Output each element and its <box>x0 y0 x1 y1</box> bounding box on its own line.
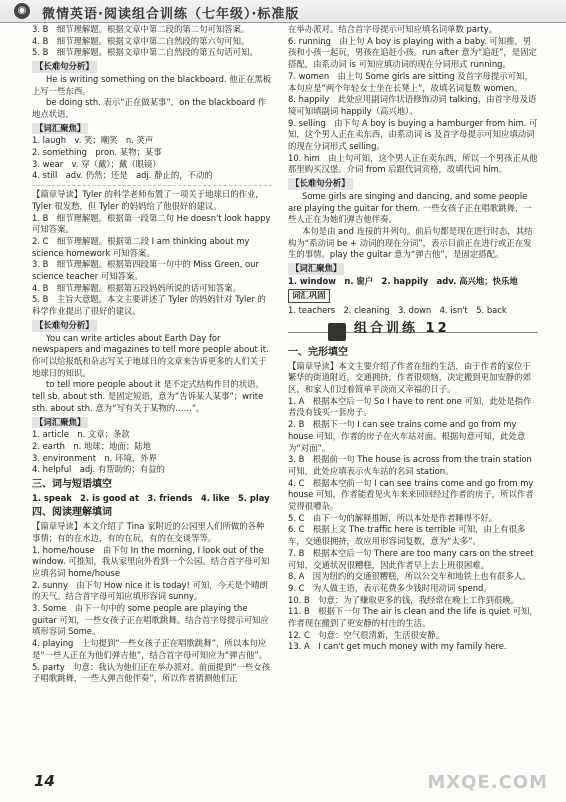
answer-item: 3. B 细节理解题。根据文章中第二段的第二句可知答案。 <box>32 24 250 34</box>
answer-item: 3. B 细节理解题。根据第四段第一句中的 Miss Green, our science teacher 可知答案。 <box>32 259 259 282</box>
answer-item: 在举办派对。结合首字母提示可知应填名词单数 party。 <box>288 24 498 34</box>
answer-item: 5. party 句意：我认为他们正在举办派对。前面提到“一些女孩子唱歌跳舞，一些人弹吉他伴奏”，所以作者猜测他们正 <box>32 661 271 684</box>
answers-line: 1. speak 2. is good at 3. friends 4. like 5. play <box>32 492 270 503</box>
answer-item: 6. running 由上句 A boy is playing with a baby. 可知推，男孩和小孩一起玩，男孩在追赶小孩。run after 意为“追赶”，是固定搭配，由系动词 is 可知应填动词的现在分词形式 running。 <box>288 35 537 70</box>
vocab-item: 2. something pron. 某物；某事 <box>32 147 162 158</box>
vocab-item: 1. window n. 窗户 2. happily adv. 高兴地；快乐地 <box>288 275 518 286</box>
answer-item: 7. B 根据本空后一句 There are too many cars on the street 可知，交通状况很糟糕，因此作者早上去上班很困难。 <box>288 547 534 570</box>
passage-guide: 【篇章导读】本文主要介绍了作者在纽约生活，由于作者的家位于繁华的街道附近，交通拥挤，作者很烦恼，决定搬到更加安静的郊区，和家人们过着简单平淡而又幸福的日子。 <box>288 360 531 394</box>
page-header <box>0 0 566 23</box>
answer-item: 3. Some 由下一句中的 some people are playing the guitar 可知，一些女孩子正在唱歌跳舞。结合首字母提示可知应填形容词 Some。 <box>32 603 269 637</box>
answer-item: 5. B 主旨大意题。本文主要讲述了 Tyler 的妈妈针对 Tyler 的科学作业提出了很好的建议。 <box>32 294 266 317</box>
answers-line: 1. teachers 2. cleaning 3. down 4. isn't 5. back <box>288 305 507 316</box>
analysis-text: Some girls are singing and dancing, and some people are playing the guitar for them. 一些女孩子正在唱歌跳舞，一些人正在为她们弹吉他伴奏。 <box>288 190 532 225</box>
answer-item: 1. home/house 由下句 In the morning, I look out of the window. 可推知，我从家里向外看到一个公园。结合首字母可知应填名词 home/house <box>32 544 270 578</box>
answer-item: 5. B 细节理解题。根据文章中第二自然段的第五句话可知。 <box>32 47 258 58</box>
analysis-text: to tell more people about it 是不定式结构作目的状语。tell sb. about sth. 是固定短语，意为“告诉某人某事”；write sth. about sth. 意为“写有关于某物的……”。 <box>32 379 264 413</box>
vocab-item: 4. helpful adj. 有帮助的；有益的 <box>32 464 165 475</box>
answer-item: 2. B 根据下一句 I can see trains come and go from my house 可知，作者的房子在火车站对面。根据句意可知，此处意为“对面”。 <box>288 419 526 453</box>
answer-item: 13. A I can't get much money with my family here. <box>288 641 507 652</box>
vocab-item: 3. environment n. 环境，外界 <box>32 452 157 463</box>
answer-item: 6. C 根据上文 The traffic here is terrible 可知，由上有很多车，交通很拥挤，故应用形容词复数，意为“太多”。 <box>288 524 526 547</box>
vocab-label: 【词汇聚焦】 <box>32 417 88 429</box>
analysis-label: 【长难句分析】 <box>32 61 97 73</box>
answer-item: 4. playing 上句提到“一些女孩子正在唱歌跳舞”，所以本句应是“一些人正在为他们弹吉他”，结合首字母可知应为“弹吉他”。 <box>32 638 268 660</box>
book-title: 微情英语·阅读组合训练（七年级）·标准版 <box>42 7 300 22</box>
vocab-item: 3. wear v. 穿（戴）；戴（眼镜） <box>32 158 161 169</box>
vocab-label: 【词汇聚焦】 <box>32 123 88 135</box>
section-heading: 一、完形填空 <box>288 346 348 358</box>
vocab-label: 【词汇聚焦】 <box>288 263 344 275</box>
answer-item: 2. sunny 由下句 How nice it is today! 可知，今天是个晴朗的天气。结合首字母可知应填形容词 sunny。 <box>32 579 268 602</box>
answer-item: 9. C 为人做主语，表示花费多少钱时用动词 spend。 <box>288 582 492 593</box>
answer-item: 10. B 句意：为了赚取更多的钱，我经常在晚上工作到很晚。 <box>288 594 520 605</box>
answer-item: 5. C 由下一句的解释推断，所以本处是作者睡得不好。 <box>288 512 498 523</box>
unit-title: 组合训练 12 <box>354 320 450 336</box>
right-column <box>288 24 538 653</box>
answer-item: 4. B 细节理解题。根据第五段妈妈所说的话可知答案。 <box>32 282 242 293</box>
answer-item: 2. C 细节理解题。根据第二段 I am thinking about my science homework 可知答案。 <box>32 235 250 258</box>
vocab-item: 1. article n. 文章；条款 <box>32 429 130 440</box>
analysis-label: 【长难句分析】 <box>288 178 353 190</box>
answer-item: 10. him 由上句可知，这个男人正在卖东西，所以一个男孩正从他那里购买汉堡。介词 from 后跟代词宾格，故填代词 him。 <box>288 152 538 175</box>
answer-item: 9. selling 由下句 A boy is buying a hamburger from him. 可知，这个男人正在卖东西，由系动词 is 及首字母提示可知应填动词的现在分词形式 selling。 <box>288 117 538 152</box>
analysis-text: He is writing something on the blackboard. 他正在黑板上写一些东西。 <box>32 73 272 96</box>
answer-item: 7. women 由上句 Some girls are sitting 及首字母提示可知，本句应是“两个年轻女士坐在长凳上”，故填名词复数 women。 <box>288 70 533 93</box>
page-number: 14 <box>34 772 55 790</box>
answer-item: 1. A 根据本空后一句 So I have to rent one 可知，此处是指作者没有钱买一套房子。 <box>288 395 532 418</box>
answer-item: 8. A 因为纽约的交通很糟糕，所以公交车和地铁上也有很多人。 <box>288 571 531 582</box>
answer-item: 1. B 细节理解题。根据第一段第二句 He doesn't look happy 可知答案。 <box>32 212 271 235</box>
answer-item: 11. B 根据下一句 The air is clean and the life is quiet 可知，作者现在搬到了更安静的村庄的生活。 <box>288 606 538 629</box>
divider <box>32 185 272 186</box>
analysis-text: be doing sth. 表示“正在做某事”，on the blackboard 作地点状语。 <box>32 97 267 119</box>
vocab-item: 1. laugh v. 笑；嘲笑 n. 笑声 <box>32 135 154 146</box>
section-heading: 三、词与短语填空 <box>32 479 112 491</box>
unit-banner <box>288 321 538 343</box>
answer-item: 4. B 细节理解题。根据文章中第二自然段的第六句可知。 <box>32 35 250 46</box>
book-icon <box>328 323 346 341</box>
answer-item: 4. C 根据本空前一句 I can see trains come and go from my house 可知，作者能看见火车来来回回经过作者的房子，所以作者觉得很嘈杂。 <box>288 477 534 512</box>
analysis-text: You can write articles about Earth Day for newspapers and magazines to tell more people about it. 你可以给报纸和杂志写关于地球日的文章来告诉更多的人们关于地球日的知识。 <box>32 332 269 378</box>
answer-item: 12. C 句意：空气很清新，生活很安静。 <box>288 629 444 640</box>
passage-guide: 【篇章导读】本文介绍了 Tina 家附近的公园里人们所做的各种事情；有的在水边，有的在玩，有的在交谈等等。 <box>32 521 265 543</box>
passage-guide: 【篇章导读】Tyler 的科学老师布置了一项关于地球日的作业，Tyler 很发愁，但 Tyler 的妈妈给了他很好的建议。 <box>32 189 264 211</box>
left-column <box>32 24 272 685</box>
answer-item: 3. B 根据前一句 The house is across from the train station 可知，此处应填表示火车站的名词 station。 <box>288 454 532 476</box>
analysis-text: 本句是由 and 连接的并列句。前后句都是现在进行时态，其结构为“系动词 be + 动词的现在分词”，表示目前正在进行或正在发生的事情。play the guitar 意为“弹吉他”，是固定搭配。 <box>288 225 533 260</box>
analysis-label: 【长难句分析】 <box>32 320 97 332</box>
watermark: MXQE.COM <box>427 772 548 793</box>
vocab-item: 2. earth n. 地球；地面；陆地 <box>32 440 151 451</box>
consolidate-label: 词汇巩固 <box>288 289 330 303</box>
vocab-item: 4. still adv. 仍然；还是 adj. 静止的，不动的 <box>32 170 213 181</box>
book-logo-icon: ◉ <box>14 3 30 19</box>
answer-item: 8. happily 此处应用副词作状语修饰动词 talking，由首字母及语境可知填副词 happily（高兴地）。 <box>288 94 537 116</box>
section-heading: 四、阅读理解填词 <box>32 507 112 519</box>
